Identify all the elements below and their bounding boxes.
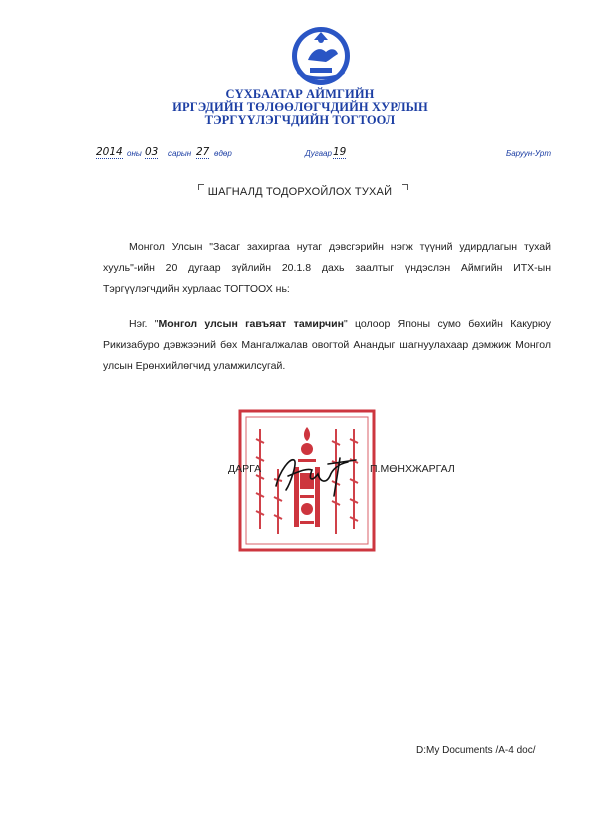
handwritten-signature-icon <box>268 450 363 500</box>
paragraph-2 <box>103 314 551 377</box>
paragraph-1 <box>103 237 551 300</box>
date-year: 2014 <box>96 146 123 158</box>
place-name: Баруун-Урт <box>506 149 552 158</box>
meta-row <box>0 144 600 162</box>
header-line-1: СҮХБААТАР АЙМГИЙН <box>225 87 375 101</box>
date-month: 03 <box>145 146 159 158</box>
date-year-suffix: оны <box>127 149 142 158</box>
footer-path: D:My Documents /A-4 doc/ <box>416 745 536 756</box>
signature-title: ДАРГА <box>228 463 262 475</box>
number-label: Дугаар <box>305 149 332 158</box>
document-number: 19 <box>333 146 347 158</box>
date-day: 27 <box>196 146 210 158</box>
header-line-2: ИРГЭДИЙН ТӨЛӨӨЛӨГЧДИЙН ХУРЛЫН <box>172 100 428 114</box>
date-month-suffix: сарын <box>168 149 192 158</box>
paragraph-2-bold: Монгол улсын гавъяат тамирчин <box>158 318 344 330</box>
subject-title: ШАГНАЛД ТОДОРХОЙЛОХ ТУХАЙ <box>207 186 393 198</box>
paragraph-1-text: Монгол Улсын "Засаг захиргаа нутаг дэвсгэрийн нэгж түүний удирдлагын тухай хууль"-ийн 20 дугаар зүйлийн 20.1.8 дахь заалтыг үндэслэн Аймгийн ИТХ-ын Тэргүүлэгчдийн хурлаас ТОГТООХ нь: <box>103 241 551 295</box>
signature-name: П.МӨНХЖАРГАЛ <box>370 463 455 475</box>
header-line-3: ТЭРГҮҮЛЭГЧДИЙН ТОГТООЛ <box>204 113 396 127</box>
document-header <box>0 88 600 127</box>
mongolia-state-emblem-icon <box>290 26 352 86</box>
paragraph-2-prefix: Нэг. " <box>129 318 159 330</box>
date-day-suffix: өдөр <box>214 149 232 158</box>
paragraph-2-suffix: " цолоор Японы сумо бөхийн Какурюу Рикизабуро дэвжээний бөх Мангалжалав овогтой Анандыг шагнуулахаар дэмжиж Монгол улсын Ерөнхийлөгчид уламжилсугай. <box>103 318 551 372</box>
